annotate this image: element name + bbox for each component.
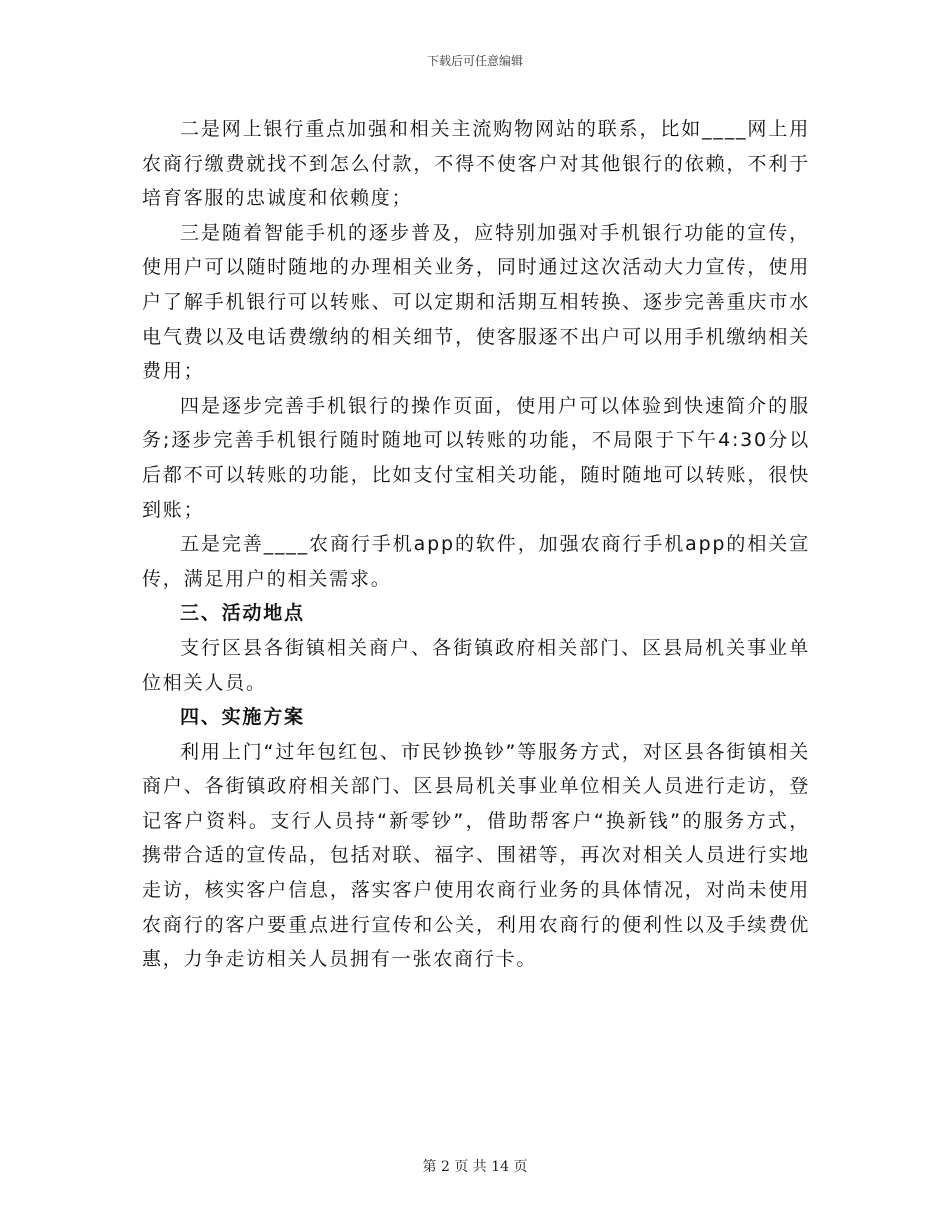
paragraph-location: 支行区县各街镇相关商户、各街镇政府相关部门、区县局机关事业单位相关人员。: [142, 636, 810, 694]
paragraph-mobile-pages: 四是逐步完善手机银行的操作页面，使用户可以体验到快速简介的服务;逐步完善手机银行随时随地可以转账的功能，不局限于下午4:30分以后都不可以转账的功能，比如支付宝相关功能，随时随地可以转账，很快到账；: [142, 394, 810, 521]
document-body: [142, 112, 810, 977]
page-number-footer: 第 2 页 共 14 页: [422, 1159, 528, 1175]
paragraph-mobile-app: 五是完善____农商行手机app的软件，加强农商行手机app的相关宣传，满足用户的相关需求。: [142, 533, 810, 590]
paragraph-plan: 利用上门“过年包红包、市民钞换钞”等服务方式，对区县各街镇相关商户、各街镇政府相关部门、区县局机关事业单位相关人员进行走访，登记客户资料。支行人员持“新零钞”，借助帮客户“换新钱”的服务方式，携带合适的宣传品，包括对联、福字、围裙等，再次对相关人员进行实地走访，核实客户信息，落实客户使用农商行业务的具体情况，对尚未使用农商行的客户要重点进行宣传和公关，利用农商行的便利性以及手续费优惠，力争走访相关人员拥有一张农商行卡。: [142, 740, 810, 971]
section-heading-plan: 四、实施方案: [180, 706, 305, 729]
paragraph-online-banking: 二是网上银行重点加强和相关主流购物网站的联系，比如____网上用农商行缴费就找不到怎么付款，不得不使客户对其他银行的依赖，不利于培育客服的忠诚度和依赖度；: [142, 118, 810, 210]
page-header: 下载后可任意编辑: [426, 54, 523, 68]
paragraph-mobile-promotion: 三是随着智能手机的逐步普及，应特别加强对手机银行功能的宣传，使用户可以随时随地的办理相关业务，同时通过这次活动大力宣传，使用户了解手机银行可以转账、可以定期和活期互相转换、逐步完善重庆市水电气费以及电话费缴纳的相关细节，使客服逐不出户可以用手机缴纳相关费用；: [142, 221, 810, 383]
section-heading-location: 三、活动地点: [180, 602, 305, 625]
